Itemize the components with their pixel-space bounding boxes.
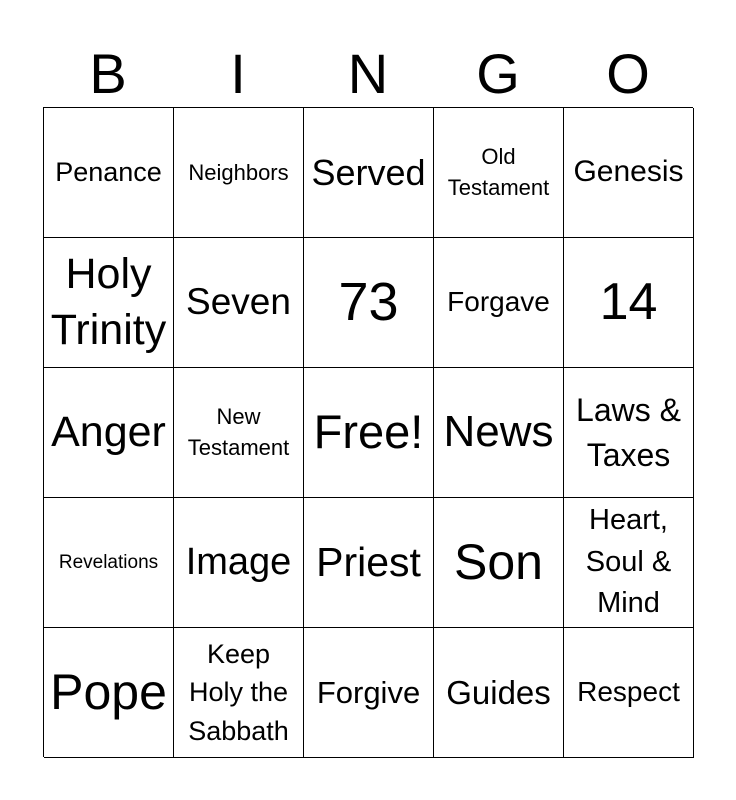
cell-text: News: [443, 407, 554, 457]
cell-text: Heart, Soul & Mind: [585, 504, 672, 620]
cell-text: Genesis: [573, 155, 684, 189]
bingo-cell[interactable]: [434, 238, 564, 368]
cell-text: Free!: [313, 405, 424, 459]
bingo-cell[interactable]: [564, 628, 694, 758]
bingo-cell[interactable]: [304, 498, 434, 628]
bingo-cell[interactable]: [174, 368, 304, 498]
cell-text: 73: [338, 272, 399, 333]
cell-text: Penance: [55, 156, 162, 187]
cell-text: Revelations: [58, 551, 159, 573]
cell-text: 14: [599, 272, 658, 331]
bingo-cell[interactable]: [304, 108, 434, 238]
cell-text: Holy Trinity: [50, 250, 167, 354]
bingo-cell[interactable]: [434, 368, 564, 498]
bingo-cell[interactable]: [44, 498, 174, 628]
cell-text: Respect: [577, 676, 680, 708]
header-letter-i: I: [230, 42, 246, 105]
bingo-cell[interactable]: [44, 628, 174, 758]
cell-text: Neighbors: [188, 159, 289, 185]
bingo-cell[interactable]: [44, 368, 174, 498]
header-letter-n: N: [347, 42, 389, 105]
cell-text: Laws & Taxes: [576, 391, 681, 473]
cell-text: Guides: [446, 673, 551, 711]
bingo-cell[interactable]: [434, 498, 564, 628]
bingo-cell[interactable]: [564, 498, 694, 628]
cell-text: Anger: [51, 407, 166, 456]
cell-text: Priest: [316, 538, 421, 585]
bingo-cell[interactable]: [174, 498, 304, 628]
cell-text: Pope: [50, 663, 167, 720]
bingo-cell[interactable]: [174, 108, 304, 238]
bingo-cell[interactable]: [564, 238, 694, 368]
bingo-cell[interactable]: [564, 108, 694, 238]
cell-text: Son: [454, 533, 543, 590]
cell-text: Forgive: [316, 674, 421, 710]
bingo-card-grid: [43, 107, 693, 757]
bingo-header: [43, 40, 693, 108]
bingo-cell[interactable]: [434, 108, 564, 238]
cell-text: Seven: [186, 281, 291, 323]
bingo-cell[interactable]: [434, 628, 564, 758]
bingo-cell[interactable]: [304, 238, 434, 368]
bingo-cell[interactable]: [304, 628, 434, 758]
bingo-cell[interactable]: [174, 628, 304, 758]
bingo-cell[interactable]: [174, 238, 304, 368]
cell-text: New Testament: [187, 403, 290, 460]
bingo-cell[interactable]: [44, 238, 174, 368]
bingo-cell[interactable]: [564, 368, 694, 498]
cell-text: Old Testament: [447, 143, 550, 200]
header-letter-g: G: [476, 42, 520, 105]
cell-text: Forgave: [447, 286, 550, 318]
header-letter-b: B: [89, 42, 127, 105]
header-letter-o: O: [606, 42, 650, 105]
bingo-cell[interactable]: [44, 108, 174, 238]
cell-text: Served: [311, 151, 426, 193]
cell-text: Image: [185, 540, 292, 583]
cell-text: Keep Holy the Sabbath: [188, 638, 289, 746]
bingo-cell[interactable]: [304, 368, 434, 498]
